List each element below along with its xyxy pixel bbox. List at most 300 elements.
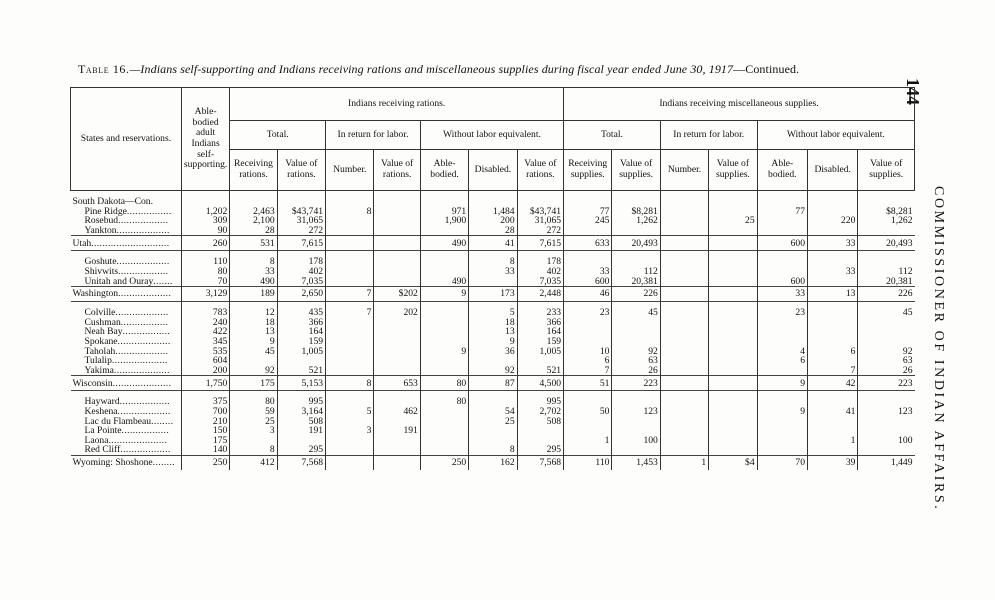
row-name: Unitah and Ouray <box>84 276 154 287</box>
value-cell: 13 <box>230 327 277 337</box>
row-name: Lac du Flambeau <box>84 416 152 427</box>
value-cell <box>660 436 708 446</box>
header-rations-group: Indians receiving rations. <box>230 88 564 121</box>
row-name: La Pointe <box>84 426 122 436</box>
value-cell: 42 <box>808 376 858 391</box>
value-cell <box>420 407 468 417</box>
value-cell <box>660 417 708 427</box>
value-cell <box>612 318 660 328</box>
value-cell: 33 <box>757 287 807 302</box>
row-label-cell <box>71 356 182 366</box>
value-cell: 7 <box>808 366 858 376</box>
value-cell <box>757 417 807 427</box>
value-cell <box>326 216 374 226</box>
header-rations-labor-value: Value of rations. <box>374 150 420 191</box>
value-cell: 531 <box>230 236 277 251</box>
dot-leader: ................... <box>118 288 172 300</box>
header-supplies-without-value: Value of supplies. <box>858 150 915 191</box>
value-cell: 23 <box>564 308 612 318</box>
value-cell: 600 <box>564 277 612 287</box>
value-cell: 1,262 <box>612 216 660 226</box>
value-cell <box>612 445 660 455</box>
value-cell <box>420 197 468 207</box>
header-supplies-in-return: In return for labor. <box>660 121 757 150</box>
table-row <box>71 197 915 207</box>
value-cell <box>612 417 660 427</box>
value-cell <box>709 267 757 277</box>
value-cell <box>757 366 807 376</box>
header-receiving-supplies: Receiving supplies. <box>564 150 612 191</box>
value-cell: 12 <box>230 308 277 318</box>
dot-leader: .................... <box>111 356 168 366</box>
value-cell: 9 <box>469 337 517 347</box>
value-cell: 45 <box>230 347 277 357</box>
value-cell <box>660 347 708 357</box>
row-label-cell <box>71 426 182 436</box>
value-cell <box>326 337 374 347</box>
value-cell: 783 <box>181 308 229 318</box>
value-cell: 2,448 <box>517 287 563 302</box>
header-able-bodied-self-supporting: Able-bodied adult Indians self-supporting. <box>181 88 229 191</box>
value-cell <box>660 397 708 407</box>
value-cell <box>564 318 612 328</box>
value-cell: 112 <box>612 267 660 277</box>
value-cell <box>757 426 807 436</box>
value-cell <box>517 436 563 446</box>
value-cell <box>808 337 858 347</box>
value-cell <box>660 366 708 376</box>
value-cell <box>757 257 807 267</box>
table-row <box>71 327 915 337</box>
value-cell <box>709 308 757 318</box>
value-cell: 31,065 <box>277 216 325 226</box>
value-cell <box>326 318 374 328</box>
value-cell: 33 <box>808 236 858 251</box>
value-cell: 490 <box>230 277 277 287</box>
table-row <box>71 308 915 318</box>
value-cell <box>808 257 858 267</box>
dot-leader: ................... <box>116 257 170 267</box>
value-cell: 10 <box>564 347 612 357</box>
value-cell <box>709 426 757 436</box>
row-label-cell <box>71 347 182 357</box>
table-row <box>71 267 915 277</box>
value-cell: 92 <box>230 366 277 376</box>
header-supplies-without: Without labor equivalent. <box>757 121 914 150</box>
value-cell: 3 <box>326 426 374 436</box>
value-cell: 173 <box>469 287 517 302</box>
value-cell: 202 <box>374 308 420 318</box>
value-cell: 250 <box>181 455 229 470</box>
header-rations-able-bodied: Able-bodied. <box>420 150 468 191</box>
value-cell: 191 <box>277 426 325 436</box>
table-row <box>71 397 915 407</box>
dot-leader: ................. <box>122 327 171 337</box>
row-name: Shivwits <box>84 266 119 277</box>
header-rations-in-return: In return for labor. <box>326 121 421 150</box>
row-name: Taholah <box>84 346 116 357</box>
value-cell: 25 <box>230 417 277 427</box>
dot-leader: ................. <box>120 317 169 328</box>
value-cell: 521 <box>517 366 563 376</box>
value-cell: 309 <box>181 216 229 226</box>
value-cell: 7,035 <box>517 277 563 287</box>
value-cell: 28 <box>469 226 517 236</box>
value-cell <box>469 426 517 436</box>
value-cell <box>612 397 660 407</box>
value-cell <box>326 445 374 455</box>
value-cell <box>757 216 807 226</box>
value-cell: 110 <box>564 455 612 470</box>
value-cell <box>612 426 660 436</box>
value-cell: 223 <box>612 376 660 391</box>
row-label-cell <box>71 216 182 226</box>
value-cell: 18 <box>469 318 517 328</box>
table-row <box>71 356 915 366</box>
value-cell: 1 <box>808 436 858 446</box>
value-cell: 604 <box>181 356 229 366</box>
value-cell <box>858 397 915 407</box>
value-cell: 90 <box>181 226 229 236</box>
value-cell <box>374 366 420 376</box>
value-cell <box>660 207 708 217</box>
value-cell: 45 <box>612 308 660 318</box>
value-cell <box>709 318 757 328</box>
value-cell <box>808 397 858 407</box>
value-cell <box>612 226 660 236</box>
value-cell <box>709 376 757 391</box>
row-label-cell <box>71 277 182 287</box>
value-cell <box>420 445 468 455</box>
header-value-of-supplies: Value of supplies. <box>612 150 660 191</box>
value-cell: 13 <box>808 287 858 302</box>
value-cell: 250 <box>420 455 468 470</box>
dot-leader: .................. <box>118 266 169 277</box>
value-cell: 189 <box>230 287 277 302</box>
value-cell <box>517 426 563 436</box>
table-row <box>71 207 915 217</box>
value-cell <box>326 366 374 376</box>
value-cell: 3 <box>230 426 277 436</box>
value-cell <box>757 397 807 407</box>
value-cell: 28 <box>230 226 277 236</box>
value-cell <box>420 426 468 436</box>
value-cell <box>858 417 915 427</box>
value-cell <box>858 445 915 455</box>
row-name: Rosebud <box>84 216 119 226</box>
row-label-cell <box>71 407 182 417</box>
table-row <box>71 445 915 455</box>
value-cell: 159 <box>517 337 563 347</box>
row-name: Wisconsin <box>72 377 113 389</box>
value-cell <box>709 287 757 302</box>
value-cell <box>326 455 374 470</box>
value-cell: 9 <box>420 347 468 357</box>
value-cell: $8,281 <box>858 207 915 217</box>
row-name: Cushman <box>84 317 121 328</box>
value-cell: 462 <box>374 407 420 417</box>
table-row <box>71 318 915 328</box>
row-name: Spokane <box>84 336 118 347</box>
value-cell: 9 <box>757 407 807 417</box>
value-cell <box>230 436 277 446</box>
row-name: Goshute <box>84 257 117 267</box>
row-label-cell <box>71 397 182 407</box>
value-cell <box>660 356 708 366</box>
value-cell: 92 <box>858 347 915 357</box>
value-cell: 9 <box>230 337 277 347</box>
table-row <box>71 417 915 427</box>
value-cell <box>709 417 757 427</box>
value-cell <box>326 267 374 277</box>
header-rations-total: Total. <box>230 121 326 150</box>
value-cell <box>660 287 708 302</box>
value-cell: 7,568 <box>517 455 563 470</box>
value-cell <box>660 337 708 347</box>
value-cell <box>420 267 468 277</box>
value-cell: 100 <box>858 436 915 446</box>
row-label-cell <box>71 308 182 318</box>
value-cell <box>808 308 858 318</box>
value-cell: 80 <box>181 267 229 277</box>
value-cell: 1,005 <box>277 347 325 357</box>
value-cell: 178 <box>517 257 563 267</box>
value-cell <box>374 455 420 470</box>
row-name: Wyoming: Shoshone <box>72 457 153 469</box>
value-cell: 272 <box>517 226 563 236</box>
page-number: 144 <box>903 78 923 105</box>
value-cell <box>709 366 757 376</box>
row-label-cell <box>71 257 182 267</box>
row-label-cell <box>71 236 182 251</box>
row-label-cell <box>71 455 182 470</box>
value-cell <box>374 327 420 337</box>
value-cell: 535 <box>181 347 229 357</box>
value-cell: 223 <box>858 376 915 391</box>
table-row <box>71 347 915 357</box>
value-cell: 1,750 <box>181 376 229 391</box>
value-cell <box>709 436 757 446</box>
value-cell: 3,129 <box>181 287 229 302</box>
row-label-cell <box>71 445 182 455</box>
value-cell: 402 <box>517 267 563 277</box>
value-cell: 59 <box>230 407 277 417</box>
value-cell <box>709 397 757 407</box>
value-cell <box>757 267 807 277</box>
value-cell: 5 <box>326 407 374 417</box>
value-cell: 1,453 <box>612 455 660 470</box>
row-label-cell <box>71 226 182 236</box>
value-cell: 375 <box>181 397 229 407</box>
value-cell <box>326 197 374 207</box>
table-row <box>71 366 915 376</box>
value-cell <box>808 445 858 455</box>
value-cell: 7 <box>326 308 374 318</box>
value-cell: 150 <box>181 426 229 436</box>
row-name: South Dakota—Con. <box>72 197 153 207</box>
value-cell: 210 <box>181 417 229 427</box>
value-cell: 36 <box>469 347 517 357</box>
value-cell: 4,500 <box>517 376 563 391</box>
value-cell <box>564 226 612 236</box>
value-cell: 226 <box>858 287 915 302</box>
value-cell <box>709 207 757 217</box>
row-label-cell <box>71 318 182 328</box>
row-label-cell <box>71 376 182 391</box>
value-cell: 521 <box>277 366 325 376</box>
value-cell <box>326 417 374 427</box>
value-cell: 25 <box>709 216 757 226</box>
value-cell <box>757 197 807 207</box>
value-cell <box>858 318 915 328</box>
value-cell: $43,741 <box>277 207 325 217</box>
table-title: —Indians self-supporting and Indians receiving rations and miscellaneous supplies during fiscal year ended June 30, 1917 <box>129 62 734 76</box>
value-cell: 4 <box>757 347 807 357</box>
dot-leader: ............................ <box>91 237 170 249</box>
row-label-cell <box>71 337 182 347</box>
value-cell <box>374 267 420 277</box>
value-cell: 33 <box>808 267 858 277</box>
value-cell <box>326 257 374 267</box>
value-cell <box>277 356 325 366</box>
value-cell: 41 <box>469 236 517 251</box>
value-cell: $8,281 <box>612 207 660 217</box>
value-cell: 20,381 <box>612 277 660 287</box>
value-cell <box>757 337 807 347</box>
value-cell <box>808 417 858 427</box>
table-row <box>71 257 915 267</box>
value-cell: 33 <box>564 267 612 277</box>
value-cell: 995 <box>277 397 325 407</box>
value-cell: 7 <box>326 287 374 302</box>
value-cell <box>469 436 517 446</box>
value-cell: 25 <box>469 417 517 427</box>
value-cell <box>469 356 517 366</box>
header-rations-number: Number. <box>326 150 374 191</box>
value-cell <box>469 197 517 207</box>
value-cell <box>564 327 612 337</box>
value-cell <box>420 327 468 337</box>
value-cell <box>564 417 612 427</box>
value-cell: 995 <box>517 397 563 407</box>
row-label-cell <box>71 417 182 427</box>
value-cell: 490 <box>420 236 468 251</box>
value-cell: 31,065 <box>517 216 563 226</box>
value-cell: 63 <box>858 356 915 366</box>
value-cell: 402 <box>277 267 325 277</box>
value-cell <box>709 197 757 207</box>
value-cell <box>374 277 420 287</box>
value-cell <box>709 277 757 287</box>
value-cell: 8 <box>230 445 277 455</box>
value-cell: 26 <box>612 366 660 376</box>
value-cell: 700 <box>181 407 229 417</box>
value-cell: 92 <box>612 347 660 357</box>
value-cell <box>808 327 858 337</box>
value-cell: 1,005 <box>517 347 563 357</box>
value-cell: 508 <box>517 417 563 427</box>
header-states: States and reservations. <box>71 88 182 191</box>
value-cell: 87 <box>469 376 517 391</box>
value-cell: 1,202 <box>181 207 229 217</box>
value-cell: 5 <box>469 308 517 318</box>
value-cell <box>326 327 374 337</box>
value-cell: 490 <box>420 277 468 287</box>
value-cell <box>660 407 708 417</box>
value-cell: 1 <box>660 455 708 470</box>
value-cell: 80 <box>420 376 468 391</box>
value-cell <box>808 318 858 328</box>
value-cell <box>420 308 468 318</box>
header-receiving-rations: Receiving rations. <box>230 150 277 191</box>
value-cell: 164 <box>517 327 563 337</box>
value-cell <box>709 407 757 417</box>
header-supplies-labor-value: Value of supplies. <box>709 150 757 191</box>
value-cell <box>709 236 757 251</box>
value-cell: 20,493 <box>612 236 660 251</box>
header-supplies-disabled: Disabled. <box>808 150 858 191</box>
value-cell <box>420 366 468 376</box>
running-head: COMMISSIONER OF INDIAN AFFAIRS. <box>931 186 946 512</box>
value-cell: 123 <box>858 407 915 417</box>
value-cell <box>660 327 708 337</box>
value-cell <box>709 337 757 347</box>
row-label-cell <box>71 267 182 277</box>
value-cell: 175 <box>230 376 277 391</box>
table-caption <box>78 62 928 77</box>
value-cell <box>709 356 757 366</box>
value-cell: 2,650 <box>277 287 325 302</box>
value-cell: 7 <box>564 366 612 376</box>
row-label-cell <box>71 207 182 217</box>
table-body <box>71 191 915 470</box>
value-cell: 345 <box>181 337 229 347</box>
value-cell <box>660 426 708 436</box>
dot-leader: ................... <box>115 346 169 357</box>
value-cell: 100 <box>612 436 660 446</box>
header-rations-without-value: Value of rations. <box>517 150 563 191</box>
value-cell <box>757 436 807 446</box>
value-cell: 54 <box>469 407 517 417</box>
table-row <box>71 407 915 417</box>
header-rations-disabled: Disabled. <box>469 150 517 191</box>
value-cell: 6 <box>757 356 807 366</box>
value-cell: 7,568 <box>277 455 325 470</box>
value-cell: 600 <box>757 236 807 251</box>
value-cell <box>326 347 374 357</box>
value-cell: 220 <box>808 216 858 226</box>
value-cell: 33 <box>230 267 277 277</box>
row-name: Yakima <box>84 365 114 376</box>
value-cell <box>757 226 807 236</box>
value-cell <box>660 308 708 318</box>
table-continued: —Continued. <box>733 62 800 76</box>
value-cell: 46 <box>564 287 612 302</box>
dot-leader: .................. <box>118 216 169 226</box>
dot-leader: ................... <box>117 336 171 347</box>
value-cell <box>374 445 420 455</box>
value-cell <box>277 197 325 207</box>
value-cell: 51 <box>564 376 612 391</box>
header-supplies-number: Number. <box>660 150 708 191</box>
value-cell <box>612 257 660 267</box>
header-supplies-able-bodied: Able-bodied. <box>757 150 807 191</box>
row-label-cell <box>71 436 182 446</box>
value-cell <box>420 226 468 236</box>
value-cell <box>374 347 420 357</box>
row-label-cell <box>71 366 182 376</box>
value-cell: $43,741 <box>517 207 563 217</box>
